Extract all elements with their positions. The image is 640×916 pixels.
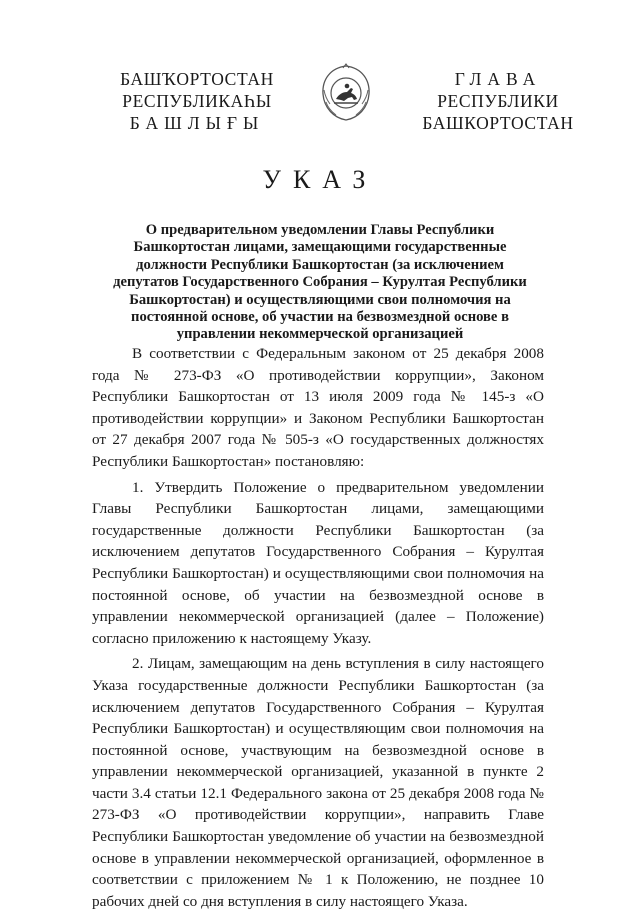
paragraph-item-1: 1. Утвердить Положение о предварительном уведомлении Главы Республики Башкортостан лицами, замещающими государственные должности Республики Башкортостан (за исключением депутатов Государственного Собрания – Курултая Республики Башкортостан) и осуществляющими свои полномочия на постоянной основе, об участии на безвозмездной основе в управлении некоммерческой организацией (далее – Положение) согласно приложению к настоящему Указу. [92, 478, 544, 647]
paragraph-item-2: 2. Лицам, замещающим на день вступления в силу настоящего Указа государственные должности Республики Башкортостан (за исключением депутатов Государственного Собрания – Курултая Республики Башкортостан) и осуществляющим свои полномочия на постоянной основе, участвующим на безвозмездной основе в управлении некоммерческой организацией, указанной в пункте 2 части 3.4 статьи 12.1 Федерального закона от 25 декабря 2008 года № 273-ФЗ «О противодействии коррупции», направить Главе Республики Башкортостан уведомление об участии на безвозмездной основе в управлении некоммерческой организацией, оформленное в соответствии с приложением № 1 к Положению, не позднее 10 рабочих дней со дня вступления в силу настоящего Указа. [92, 655, 544, 910]
header-bashkir-line-2: РЕСПУБЛИКАҺЫ [122, 91, 272, 111]
header-russian-line-2: РЕСПУБЛИКИ [437, 91, 559, 111]
coat-of-arms-icon [318, 62, 374, 124]
header-bashkir [97, 68, 297, 134]
header-russian-line-1: ГЛАВА [454, 69, 542, 89]
header-russian [398, 68, 598, 134]
header-russian-line-3: БАШКОРТОСТАН [422, 113, 574, 133]
header-bashkir-line-3: БАШЛЫҒЫ [129, 113, 265, 133]
header-bashkir-line-1: БАШҠОРТОСТАН [120, 69, 274, 89]
document-subject: О предварительном уведомлении Главы Республики Башкортостан лицами, замещающими государственные должности Республики Башкортостан (за исключением депутатов Государственного Собрания – Курултая Республики Башкортостан) и осуществляющими свои полномочия на постоянной основе, об участии на безвозмездной основе в управлении некоммерческой организацией [113, 222, 527, 343]
paragraph-preamble: В соответствии с Федеральным законом от 25 декабря 2008 года № 273-ФЗ «О противодействии коррупции», Законом Республики Башкортостан от 13 июля 2009 года № 145-з «О противодействии коррупции» и Законом Республики Башкортостан от 27 декабря 2007 года № 505-з «О государственных должностях Республики Башкортостан» постановляю: [92, 345, 544, 470]
document-title: УКАЗ [262, 165, 378, 194]
document-body [92, 343, 544, 916]
